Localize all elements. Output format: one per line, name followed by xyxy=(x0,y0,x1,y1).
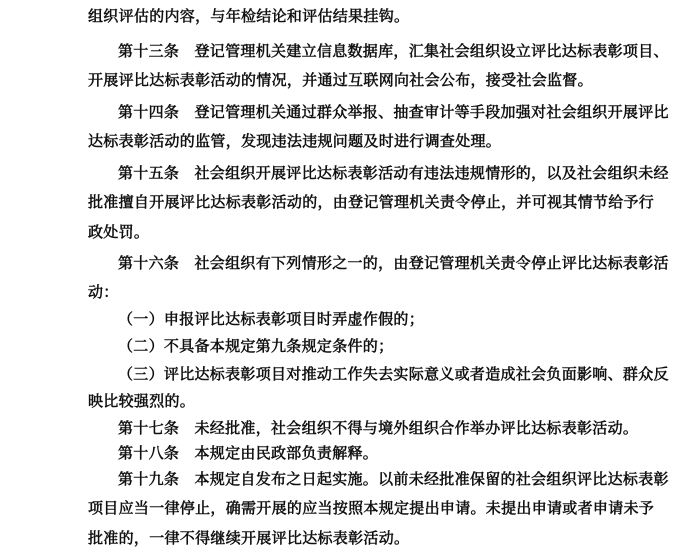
article-15-line-2: 批准擅自开展评比达标表彰活动的，由登记管理机关责令停止，并可视其情节给予行 xyxy=(88,193,655,211)
article-16-item-3-line-1: （三）评比达标表彰项目对推动工作失去实际意义或者造成社会负面影响、群众反 xyxy=(118,365,669,383)
article-16-item-1: （一）申报评比达标表彰项目时弄虚作假的； xyxy=(118,310,425,328)
article-15-line-1: 第十五条 社会组织开展评比达标表彰活动有违法违规情形的，以及社会组织未经 xyxy=(118,164,669,182)
article-14-line-1: 第十四条 登记管理机关通过群众举报、抽查审计等手段加强对社会组织开展评比 xyxy=(118,103,669,121)
paragraph-line: 组织评估的内容，与年检结论和评估结果挂钩。 xyxy=(88,7,410,25)
article-15-line-3: 政处罚。 xyxy=(88,223,150,241)
article-19-line-3: 批准的，一律不得继续开展评比达标表彰活动。 xyxy=(88,529,410,547)
article-19-line-1: 第十九条 本规定自发布之日起实施。以前未经批准保留的社会组织评比达标表彰 xyxy=(118,470,669,488)
article-14-line-2: 达标表彰活动的监管，发现违法违规问题及时进行调查处理。 xyxy=(88,132,502,150)
article-16-line-1: 第十六条 社会组织有下列情形之一的，由登记管理机关责令停止评比达标表彰活 xyxy=(118,254,669,272)
article-16-line-2: 动： xyxy=(88,283,119,301)
article-18-line-1: 第十八条 本规定由民政部负责解释。 xyxy=(118,444,379,462)
article-16-item-2: （二）不具备本规定第九条规定条件的； xyxy=(118,337,394,355)
article-16-item-3-line-2: 映比较强烈的。 xyxy=(88,392,196,410)
article-17-line-1: 第十七条 未经批准，社会组织不得与境外组织合作举办评比达标表彰活动。 xyxy=(118,419,639,437)
article-19-line-2: 项目应当一律停止，确需开展的应当按照本规定提出申请。未提出申请或者申请未予 xyxy=(88,499,655,517)
article-13-line-1: 第十三条 登记管理机关建立信息数据库，汇集社会组织设立评比达标表彰项目、 xyxy=(118,42,669,60)
article-13-line-2: 开展评比达标表彰活动的情况，并通过互联网向社会公布，接受社会监督。 xyxy=(88,71,593,89)
